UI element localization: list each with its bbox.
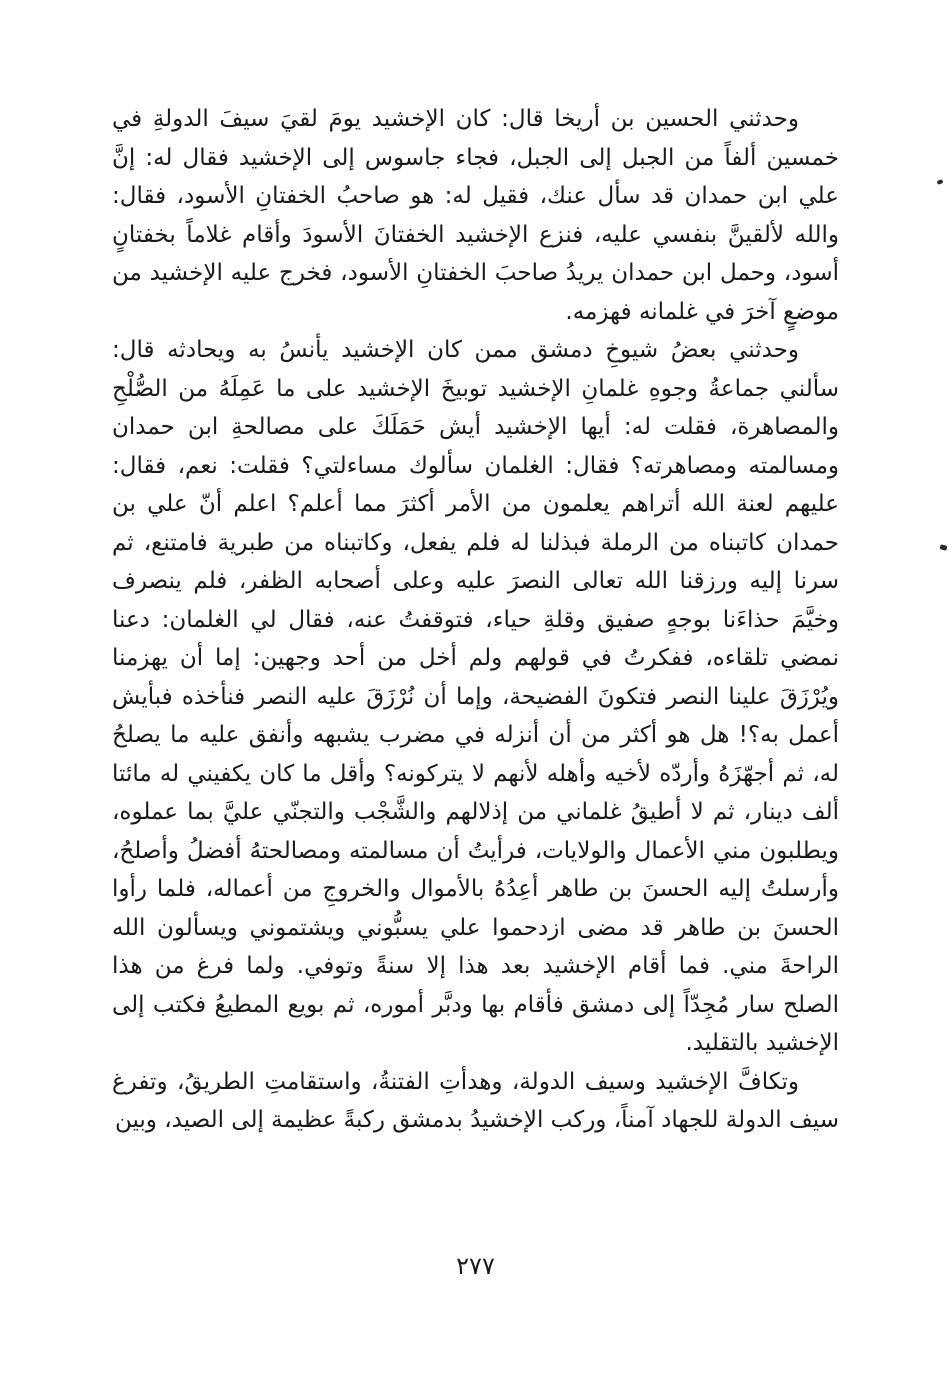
scan-artifact-2 [939, 544, 947, 551]
paragraph-3: وتكافَّ الإخشيد وسيف الدولة، وهدأتِ الفتنةُ، واستقامتِ الطريقُ، وتفرغ سيف الدولة للجهاد آمناً، وركب الإخشيدُ بدمشق ركبةً عظيمة إلى الصيد، وبين [112, 1068, 839, 1133]
paragraph-1: وحدثني الحسين بن أريخا قال: كان الإخشيد يومَ لقيَ سيفَ الدولةِ في خمسين ألفاً من الجبل إلى الجبل، فجاء جاسوس إلى الإخشيد فقال له: إنَّ علي ابن حمدان قد سأل عنك، فقيل له: هو صاحبُ الخفتانِ الأسود، فقال: والله لألقينَّ بنفسي عليه، فنزع الإخشيد الخفتانَ الأسودَ وأقام غلاماً بخفتانٍ أسود، وحمل ابن حمدان يريدُ صاحبَ الخفتانِ الأسود، فخرج عليه الإخشيد من موضعٍ آخرَ في غلمانه فهزمه. [112, 106, 839, 325]
paragraph-2: وحدثني بعضُ شيوخِ دمشق ممن كان الإخشيد يأنسُ به ويحادثه قال: سألني جماعةُ وجوهِ غلمانِ الإخشيد توبيخَ الإخشيد على ما عَمِلَهُ من الصُّلْحِ والمصاهرة، فقلت له: أيها الإخشيد أيش حَمَلَكَ على مصالحةِ ابن حمدان ومسالمته ومصاهرته؟ فقال: الغلمان سألوك مساءلتي؟ فقلت: نعم، فقال: عليهم لعنة الله أتراهم يعلمون من الأمر أكثرَ مما أعلم؟ اعلم أنّ علي بن حمدان كاتبناه من الرملة فبذلنا له فلم يفعل، وكاتبناه من طبرية فامتنع، ثم سرنا إليه ورزقنا الله تعالى النصرَ عليه وعلى أصحابه الظفر، فلم ينصرف وخيَّمَ حذاءَنا بوجهٍ صفيق وقلةِ حياء، فتوقفتُ عنه، فقال لي الغلمان: دعنا نمضي تلقاءه، ففكرتُ في قولهم ولم أخل من أحد وجهين: إما أن يهزمنا ويُرْزَقَ علينا النصر فتكونَ الفضيحة، وإما أن نُرْزَقَ عليه النصر فنأخذه فبأيش أعمل به؟! هل هو أكثر من أن أنزله في مضرب يشبهه وأنفق عليه ما يصلحُ له، ثم أجهّزَهُ وأردّه لأخيه وأهله لأنهم لا يتركونه؟ وأقل ما كان يكفيني له مائتا ألف دينار، ثم لا أطيقُ غلماني من إذلالهم والشَّجْب والتجنّي عليَّ بما عملوه، ويطلبون مني الأعمال والولايات، فرأيتُ أن مسالمته ومصالحتهُ أفضلُ وأصلحُ، وأرسلتُ إليه الحسنَ بن طاهر أعِدُهُ بالأموال والخروجِ من أعماله، فلما رأوا الحسنَ بن طاهر قد مضى ازدحموا علي يسبُّوني ويشتموني ويسألون الله الراحةَ مني. فما أقام الإخشيد بعد هذا إلا سنةً وتوفي. ولما فرغ من هذا الصلح سار مُجِدّاً إلى دمشق فأقام بها ودبَّر أموره، ثم بويع المطيعُ فكتب إلى الإخشيد بالتقليد. [112, 337, 839, 1056]
page-number: ٢٧٧ [456, 1252, 495, 1280]
scan-artifact-1 [936, 179, 943, 185]
body-text [112, 100, 839, 1140]
